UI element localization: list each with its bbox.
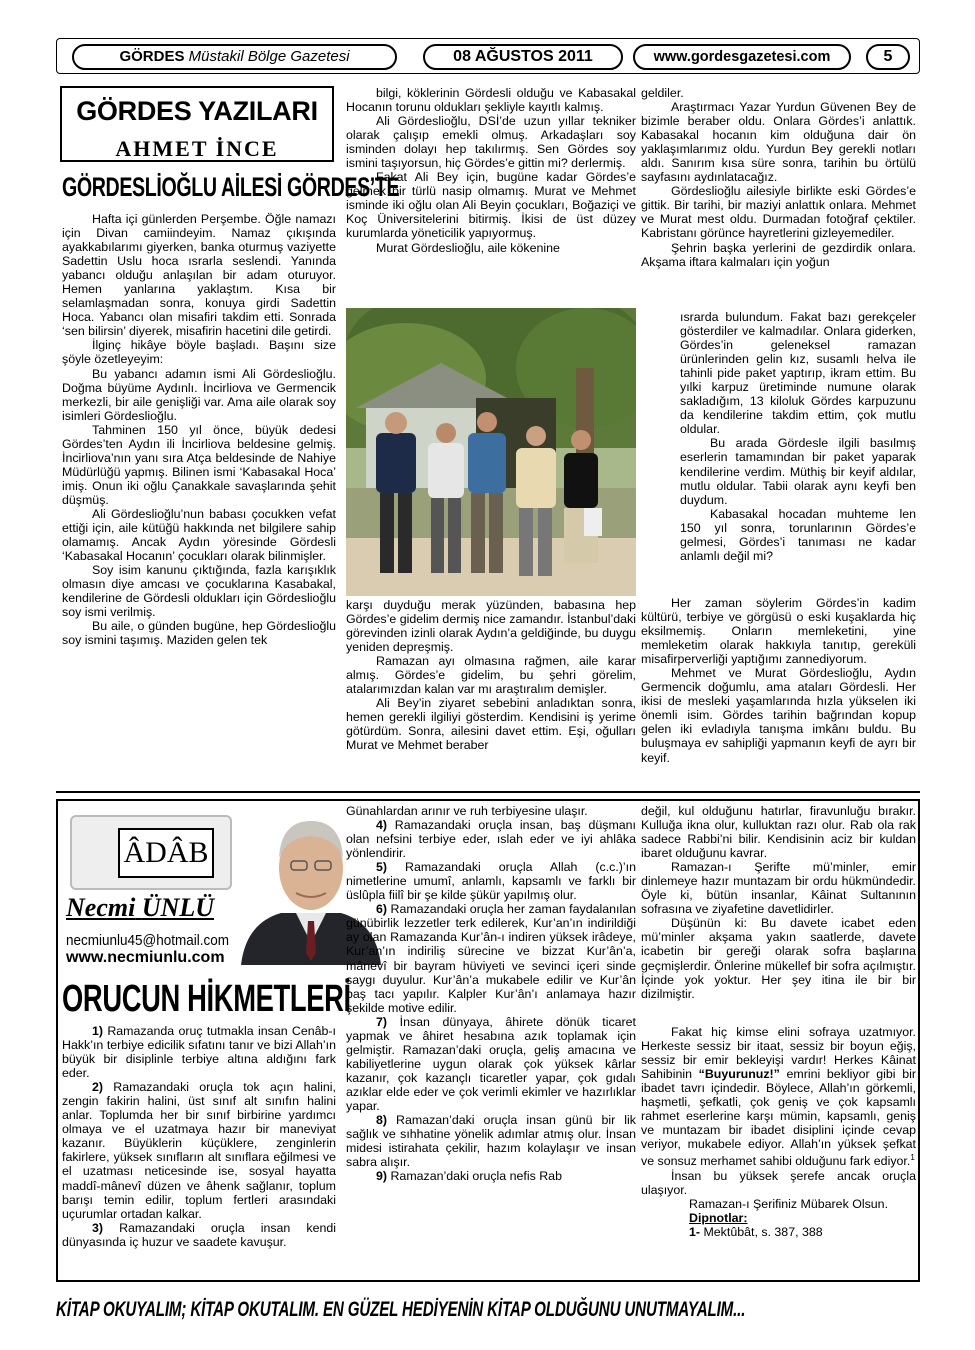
author-name: AHMET İNCE (115, 136, 279, 161)
closing-line: Ramazan-ı Şerifiniz Mübarek Olsun. (689, 1196, 889, 1211)
top-column-3-upper (641, 86, 916, 269)
author-last-name: ÜNLÜ (141, 893, 215, 922)
item-number: 8) (376, 1113, 388, 1128)
footnote (641, 1225, 916, 1239)
footnote-number: 1- (689, 1224, 701, 1239)
numbered-paragraph: 6) Ramazandaki oruçla her zaman faydalanılan günübirlik lezzetler terk edilerek, Kur’an’ın indirildiği ay olan Ramazanda Kur’ân-ı indiren yüksek irâdeye, Kur’an’ın indiriliş sürecine ve bizzat Kur’ân’a, mânevî bir bayram hüviyeti ve sevinci içeri sinde saygı duyulur. Kur’ân’a mukabele edilir ve Kur’ân baş tacı yapılır. Kalpler Kur’ân’ı anlamaya hazır şekilde motive edilir. (346, 902, 636, 1015)
paragraph: karşı duyduğu merak yüzünden, babasına hep Gördes’e gidelim dermiş nice zamandır. İstanbul’daki görevinden izinli olarak Aydın’a geldiğinde, bu duygu yeniden depreşmiş. (346, 598, 636, 655)
numbered-paragraph: 9) Ramazan’daki oruçla nefis Rab (376, 1169, 562, 1184)
column-title-box (60, 86, 334, 162)
numbered-paragraph: 7) İnsan dünyaya, âhirete dönük ticaret yapmak ve âhiret hesabına azık toplamak için gelmiştir. Ramazan’daki oruçla, geliş amacına ve kabiliyetlerine uygun olarak çok yüksek kârlar kazanır, çok kazançlı ticaretler yapar, çok gıdalı azıklar elde eder ve çok verimli ekimler ve hazırlıklar yapar. (346, 1014, 636, 1113)
article-title: ORUCUN HİKMETLERİ (62, 978, 351, 1020)
issue-date: 08 AĞUSTOS 2011 (423, 44, 623, 70)
author-website[interactable]: www.necmiunlu.com (66, 949, 225, 966)
item-number: 6) (376, 902, 388, 917)
numbered-paragraph: 3) Ramazandaki oruçla insan kendi dünyasında iç huzur ve saadete kavuşur. (62, 1220, 336, 1249)
numbered-paragraph: 8) Ramazan’daki oruçla insan günü bir lik sağlık ve sıhhatine yönelik adımlar atmış olur. İnsan midesi istirahata çekilir, hazım kolaylaşır ve insan sabra alışır. (346, 1113, 636, 1170)
paragraph: Kabasakal hocadan muhteme len 150 yıl sonra, torunlarının Gördes’e gelmesi, Gördes’i tanıması ne kadar anlamlı değil mi? (680, 506, 916, 563)
paragraph: Bu yabancı adamın ismi Ali Gördeslioğlu. Doğma büyüme Aydınlı. İncirliova ve Germencik merkezli, bir aile genişliği var. Ama aile olarak soy isimleri Gördeslioğlu. (62, 366, 336, 423)
paragraph: Hafta içi günlerden Perşembe. Öğle namazı için Divan camiindeyim. Namaz çıkışında ayakkabılarımı giyerken, banka oturmuş vaziyette Sadettin Uslu hoca ısrarla seslendi. Yanında yabancı olduğu anlaşılan bir adam oturuyor. Hemen yanlarına yaklaştım. Kısa bir selamlaşmadan sonra, konuya girdi Sadettin Hoca. Yabancı olan misafiri takdim etti. Sonrada ‘sen bilirsin’ diyerek, misafirin hacetini dile getirdi. (62, 212, 336, 339)
paragraph-text: emrini bekliyor gibi bir ibadet tavrı içindedir. Böylece, Allah’ın görkemli, haşmetli, şefkatli, çok geniş ve çok kapsamlı rahmet eserlerine karşı mümin, kapsamlı, geniş ve muntazam bir ibadet disiplini içinde cevap veriyor, mukabele ediyor. Allah’ın yüksek şefkat ve sonsuz merhamet sahibi olduğunu fark ediyor. (641, 1067, 916, 1169)
paper-name: GÖRDES (119, 48, 185, 65)
numbered-paragraph: 1) Ramazanda oruç tutmakla insan Cenâb-ı Hakk’ın terbiye edicilik sıfatını tanır ve bizi Allah’ın büyük bir disiplinle terbiye altına aldığını fark eder. (62, 1024, 336, 1081)
top-column-2-upper (346, 86, 636, 255)
article-separator (56, 791, 920, 793)
item-number: 3) (92, 1220, 104, 1235)
paragraph (641, 1025, 916, 1169)
paragraph: İnsan bu yüksek şerefe ancak oruçla ulaşıyor. (641, 1168, 916, 1197)
paragraph: Fakat Ali Bey için, bugüne kadar Gördes’e gelmek bir türlü nasip olmamış. Murat ve Mehmet isminde iki oğlu olan Ali Beyin çocukları, Boğaziçi ve Koç Üniversitelerini bitirmiş. İkisi de üst düzey kurumlarda yöneticilik yapıyormuş. (346, 170, 636, 241)
paragraph: Her zaman söylerim Gördes’in kadim kültürü, terbiye ve görgüsü o eski kuşaklarda hiç eksilmemiş. Onların memleketini, yine memleketim olarak hakkıyla tanıtıp, gereküli misafirperverliği yaptığımı zannediyorum. (641, 596, 916, 667)
paragraph-text: Fakat hiç kimse elini sofraya uzatmıyor. Herkeste sessiz bir itaat, sessiz bir boyun eğiş, sessiz bir emir bekleyişi vardır! Herkes Kâinat Sahibinin (641, 1025, 916, 1082)
paragraph: Ali Gördeslioğlu, DSİ’de uzun yıllar tekniker olarak çalışıp emekli olmuş. Arkadaşları soy isminden dolayı hep takılırmış. Sen Gördes soy ismini taşıyorsun, hiç Gördes’e gittin mi? derlermiş. (346, 114, 636, 171)
numbered-paragraph: Günahlardan arınır ve ruh terbiyesine ulaşır. (346, 804, 588, 818)
paragraph: Gördeslioğlu ailesiyle birlikte eski Gördes’e gittik. Bir tarihi, bir maziyi anlattık onlara. Mehmet ve Murat mest oldu. Durmadan fotoğraf çektiler. Kabristanı görünce hayretlerini gizleyemediler. (641, 184, 916, 241)
paragraph: Mehmet ve Murat Gördeslioğlu, Aydın Germencik doğumlu, ama ataları Gördesli. Her ikisi de mesleki yaşamlarında hızla yükselen iki önemli isim. Gördes tarihin bağrından kopup gelen iki evladıyla tanışma imkânı buldu. Bu buluşmaya ev sahipliği yapmanın keyfi de ayrı bir keyif. (641, 666, 916, 765)
item-number: 9) (376, 1169, 388, 1184)
paper-name-pill (72, 44, 397, 70)
numbered-paragraph: 5) Ramazandaki oruçla Allah (c.c.)’ın nimetlerine umumî, anlamlı, kapsamlı ve farklı bir üslûpla fiilî bir şe kilde şükür yapılmış olur. (346, 860, 636, 903)
author-name (66, 893, 214, 923)
footnote-text: Mektûbât, s. 387, 388 (700, 1224, 823, 1239)
top-column-1 (62, 212, 336, 647)
paragraph: İlginç hikâye böyle başladı. Başını size şöyle özetleyeyim: (62, 338, 336, 367)
column-logo (70, 815, 232, 890)
item-number: 5) (376, 860, 388, 875)
paragraph: Ramazan ayı olmasına rağmen, aile karar almış. Gördes’e gidelim, bu şehri görelim, atalarımızdan kalan var mı araştıralım demişler. (346, 654, 636, 697)
paragraph: değil, kul olduğunu hatırlar, firavunluğu bırakır. Kulluğa ikna olur, kulluktan razı olur. Rab ola rak sadece Rabbi’ni bilir. Kendisinin aciz bir kuldan ibaret olduğunu kavrar. (641, 804, 916, 861)
bottom-column-3-end (641, 1025, 916, 1239)
column-logo-title: ÂDÂB (118, 828, 214, 878)
website-link[interactable]: www.gordesgazetesi.com (633, 44, 851, 70)
item-number: 2) (92, 1080, 104, 1095)
paper-subtitle: Müstakil Bölge Gazetesi (188, 48, 350, 65)
page-number: 5 (866, 44, 910, 70)
paragraph: Ramazan-ı Şerifte mü’minler, emir dinlemeye hazır muntazam bir ordu hükmündedir. Öyle ki, bütün insanlar, Kâinat Sultanının sofrasına ve ziyafetine davetlidirler. (641, 860, 916, 917)
author-email[interactable]: necmiunlu45@hotmail.com (66, 932, 230, 949)
numbered-paragraph: 4) Ramazandaki oruçla insan, baş düşmanı olan nefsini terbiye eder, ıslah eder ve iyi ahlâka yönlendirir. (346, 818, 636, 861)
bottom-column-2 (346, 804, 636, 1183)
top-column-3-lower (641, 596, 916, 765)
paragraph: Ali Bey’in ziyaret sebebini anladıktan sonra, hemen gerekli ilgiliyi gösterdim. Kendisini iş yerime götürdüm. Sonra, ailesini davet ettim. Eşi, oğulları Murat ve Mehmet beraber (346, 696, 636, 753)
item-number: 7) (376, 1014, 388, 1029)
top-column-3-wrap (680, 310, 916, 563)
family-photo (346, 308, 636, 596)
paragraph: Bu aile, o günden bugüne, hep Gördeslioğlu soy ismini taşımış. Maziden gelen tek (62, 619, 336, 648)
footer-slogan: KİTAP OKUYALIM; KİTAP OKUTALIM. EN GÜZEL HEDİYENİN KİTAP OLDUĞUNU UNUTMAYALIM... (56, 1298, 746, 1321)
article-title: GÖRDESLİOĞLU AİLESİ GÖRDES’TE (62, 172, 400, 202)
bottom-column-1 (62, 1024, 336, 1249)
paragraph: Düşünün ki: Bu davete icabet eden mü’minler akşama yakın saatlerde, davete icabetin bir gereği olarak sofra başlarına geçmişlerdir. Önlerine mükellef bir sofra açılmıştır. İçinde yok yoktur. Her şey itina ile bir bir dizilmiştir. (641, 916, 916, 1001)
author-first-name: Necmi (66, 893, 136, 922)
paragraph: Bu arada Gördesle ilgili basılmış eserlerin tamamından bir paket yaparak kendilerine verdim. Müthiş bir keyif aldılar, mutlu oldular. Tabii olarak aynı keyfi ben duydum. (680, 436, 916, 507)
paragraph: bilgi, köklerinin Gördesli olduğu ve Kabasakal Hocanın torunu oldukları şekliyle kayıtlı kalmış. (346, 86, 636, 115)
numbered-paragraph: 2) Ramazandaki oruçla tok açın halini, zengin fakirin halini, üst sınıf alt sınıfın halini anlar. Toplumda her bir sınıf birbirine yardımcı olmaya ve el uzatmaya hazır bir maneviyat kazanır. Büyüklerin küçüklere, zenginlerin fakirlere, yüksek sınıfların alt sınıflara eğilmesi ve el uzatması neticesinde ise, sosyal hayatta maddî-mânevî düzen ve âhenk sağlanır, toplum barışı temin edilir, toplum fertleri arasındaki uçurumlar ortadan kalkar. (62, 1080, 336, 1221)
section-title: GÖRDES YAZILARI (76, 96, 318, 126)
family-photo-image (346, 308, 636, 596)
paragraph: Tahminen 150 yıl önce, büyük dedesi Gördes’ten Aydın ili İncirliova beldesine gelmiş. İncirliova’nın yanı sıra Atça beldesinde de Nahiye Müdürlüğü yapmış. Bilinen ismi ‘Kabasakal Hoca’ imiş. Onun iki oğlu Çanakkale savaşlarında şehit düşmüş. (62, 422, 336, 507)
paragraph: ısrarda bulundum. Fakat bazı gerekçeler gösterdiler ve kalmadılar. Onlara giderken, Gördes’in geleneksel ramazan ürünlerinden gelin kız, susamlı helva ile tahinli pide paket yaptırıp, ikram ettim. Bu yılki karpuz üretiminde numune olarak sakladığım, 13 kiloluk Gördes karpuzunu da kendilerine takdim ettim, çok mutlu oldular. (680, 310, 916, 437)
item-number: 4) (376, 818, 388, 833)
paragraph: Şehrin başka yerlerini de gezdirdik onlara. Akşama iftara kalmaları için yoğun (641, 240, 916, 269)
paragraph: geldiler. (641, 86, 684, 100)
footnotes-title (641, 1211, 916, 1225)
bottom-column-3 (641, 804, 916, 1001)
item-number: 1) (92, 1024, 104, 1038)
quote: “Buyurunuz!” (698, 1067, 780, 1082)
top-column-2-lower (346, 598, 636, 753)
paragraph: Soy isim kanunu çıktığında, fazla karışıklık olmasın diye amcası ve çocuklarına Kasabakal, kendilerine de Gördesli oldukları için Gördeslioğlu soy ismi verilmiş. (62, 563, 336, 620)
paragraph: Murat Gördeslioğlu, aile kökenine (376, 240, 560, 255)
footnote-mark: 1 (910, 1153, 915, 1163)
footnotes-heading: Dipnotlar: (689, 1210, 748, 1225)
paragraph: Araştırmacı Yazar Yurdun Güvenen Bey de bizimle beraber oldu. Onlara Gördes’i anlattık. Kabasakal hocanın kim olduğuna dair ön yaklaşımlarımız oldu. Yurdun Bey gerekli notları aldı. Sanırım kısa süre sonra, tarihin bu örtülü sayfasını aydınlatacağız. (641, 100, 916, 185)
paragraph: Ali Gördeslioğlu’nun babası çocukken vefat ettiği için, aile kütüğü hakkında net bilgilere sahip olamamış. Ancak Aydın yöresinde Gördesli ‘Kabasakal Hocanın’ çocukları olarak bilinmişler. (62, 506, 336, 564)
